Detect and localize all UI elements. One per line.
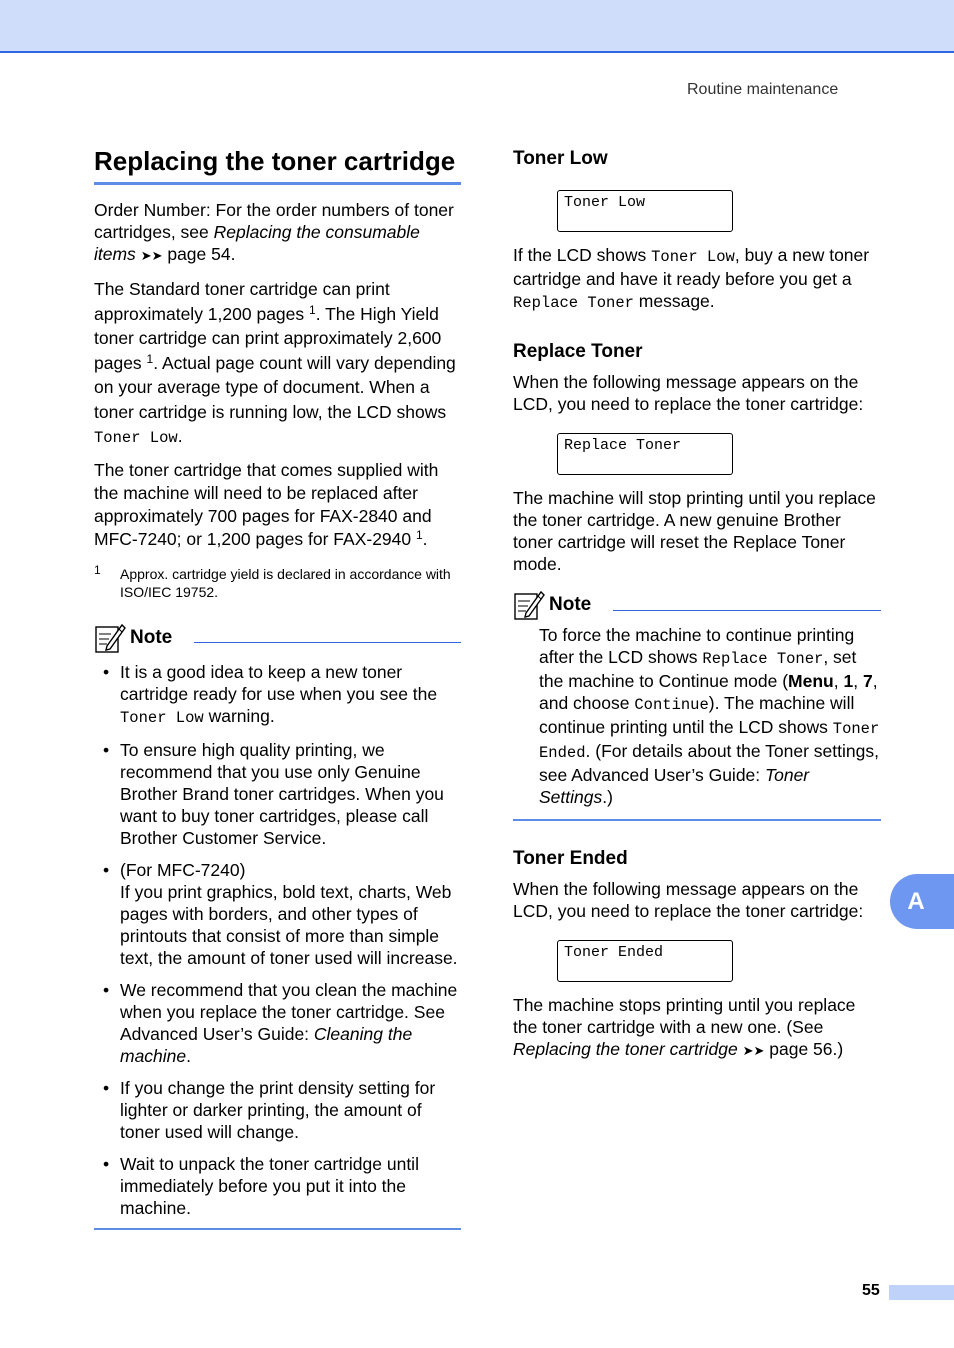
replace-toner-paragraph: The machine will stop printing until you replace the toner cartridge. A new genuine Brother toner cartridge will reset the Replace Toner mode. bbox=[513, 488, 876, 574]
double-arrow-icon: ➤➤ bbox=[742, 1043, 765, 1058]
cross-reference[interactable]: Replacing the consumable items bbox=[94, 222, 420, 264]
note-header bbox=[513, 588, 881, 622]
title-underline bbox=[94, 182, 461, 185]
list-item: • We recommend that you clean the machine when you replace the toner cartridge. See Advanced User’s Guide: Cleaning the machine. bbox=[103, 979, 458, 1066]
cross-reference[interactable]: Cleaning the machine bbox=[120, 1023, 413, 1066]
footnote-number: 1 bbox=[94, 562, 101, 577]
section-heading-replace-toner: Replace Toner bbox=[513, 341, 643, 362]
lcd-message-text: Replace Toner bbox=[702, 650, 824, 668]
lcd-message-text: Toner Low bbox=[651, 248, 735, 266]
cross-reference[interactable]: Replacing the toner cartridge bbox=[513, 1039, 738, 1059]
note-divider bbox=[194, 642, 461, 643]
list-item: • If you change the print density setting for lighter or darker printing, the amount of toner used will change. bbox=[103, 1077, 436, 1142]
bullet-icon: • bbox=[103, 859, 110, 880]
yield-paragraph: The Standard toner cartridge can print approximately 1,200 pages $^1$. The High Yield toner cartridge can print approximately 2,600 pages $^1$. Actual page count will vary depending on your average type of document. When a toner cartridge is running low, the LCD shows Toner Low. bbox=[94, 279, 456, 447]
lcd-display: Toner Ended bbox=[557, 940, 733, 982]
cross-reference[interactable]: Toner Settings bbox=[539, 765, 810, 807]
running-title: Routine maintenance bbox=[687, 81, 839, 98]
note-end-rule bbox=[513, 819, 881, 821]
bullet-icon: • bbox=[103, 1077, 110, 1098]
page-number: 55 bbox=[862, 1282, 880, 1299]
note-list bbox=[94, 661, 461, 1219]
lcd-message-text: Continue bbox=[634, 696, 709, 714]
lcd-display: Replace Toner bbox=[557, 433, 733, 475]
lcd-message-text: Toner Ended bbox=[539, 720, 880, 762]
page-number-bar bbox=[889, 1285, 954, 1300]
list-item: • To ensure high quality printing, we recommend that you use only Genuine Brother Brand toner cartridges. When you want to buy toner cartridges, please call Brother Customer Service. bbox=[103, 739, 444, 848]
note-pencil-icon bbox=[513, 589, 545, 621]
bullet-icon: • bbox=[103, 661, 110, 682]
note-pencil-icon bbox=[94, 622, 126, 654]
footnote-ref: 1 bbox=[415, 527, 423, 542]
lcd-message-text: Toner Low bbox=[120, 708, 204, 727]
order-number-paragraph: Order Number: For the order numbers of toner cartridges, see Replacing the consumable items ➤➤ page 54. bbox=[94, 200, 454, 264]
right-column bbox=[513, 147, 881, 1062]
lcd-display: Toner Low bbox=[557, 190, 733, 232]
key-label: Menu bbox=[788, 671, 834, 691]
double-arrow-icon: ➤➤ bbox=[140, 248, 163, 263]
toner-ended-intro: When the following message appears on the LCD, you need to replace the toner cartridge: bbox=[513, 879, 864, 921]
note-divider bbox=[613, 610, 881, 611]
page-title: Replacing the toner cartridge bbox=[94, 146, 456, 176]
note-text: To force the machine to continue printing after the LCD shows Replace Toner, set the machine to Continue mode (Menu, 1, 7, and choose Continue). The machine will continue printing until the LCD shows Toner Ended. (For details about the Toner settings, see Advanced User’s Guide: Toner Settings.) bbox=[539, 625, 880, 807]
toner-ended-paragraph: The machine stops printing until you replace the toner cartridge with a new one. (See Replacing the toner cartridge ➤➤ page 56.) bbox=[513, 995, 856, 1059]
header-band bbox=[0, 0, 954, 53]
note-header bbox=[94, 621, 461, 655]
list-item: • It is a good idea to keep a new toner cartridge ready for use when you see the Toner Low warning. bbox=[103, 661, 438, 727]
lcd-message-text: Toner Low bbox=[94, 429, 178, 447]
note-label: Note bbox=[130, 626, 173, 648]
footnote: 1 Approx. cartridge yield is declared in accordance with ISO/IEC 19752. bbox=[94, 562, 451, 600]
supplied-cartridge-paragraph: The toner cartridge that comes supplied with the machine will need to be replaced after approximately 700 pages for FAX-2840 and MFC-7240; or 1,200 pages for FAX-2940 $^1$. bbox=[94, 459, 439, 549]
section-heading-toner-ended: Toner Ended bbox=[513, 848, 628, 869]
bullet-icon: • bbox=[103, 1153, 110, 1174]
footnote-ref: 1 bbox=[146, 351, 154, 366]
replace-toner-intro: When the following message appears on the LCD, you need to replace the toner cartridge: bbox=[513, 372, 864, 414]
note-end-rule bbox=[94, 1228, 461, 1230]
list-item: • (For MFC-7240) If you print graphics, bold text, charts, Web pages with borders, and other types of printouts that consist of more than simple text, the amount of toner used will increase. bbox=[103, 859, 458, 968]
note-label: Note bbox=[549, 594, 592, 615]
footnote-ref: 1 bbox=[309, 302, 316, 317]
list-item: • Wait to unpack the toner cartridge until immediately before you put it into the machine. bbox=[103, 1153, 419, 1218]
bullet-icon: • bbox=[103, 979, 110, 1000]
toner-low-paragraph: If the LCD shows Toner Low, buy a new toner cartridge and have it ready before you get a Replace Toner message. bbox=[513, 245, 870, 312]
key-label: 7 bbox=[862, 671, 873, 691]
appendix-tab: A bbox=[890, 874, 954, 929]
left-column bbox=[94, 145, 461, 1229]
bullet-icon: • bbox=[103, 739, 110, 760]
key-label: 1 bbox=[843, 671, 854, 691]
lcd-message-text: Replace Toner bbox=[513, 294, 634, 312]
section-heading-toner-low: Toner Low bbox=[513, 148, 608, 169]
